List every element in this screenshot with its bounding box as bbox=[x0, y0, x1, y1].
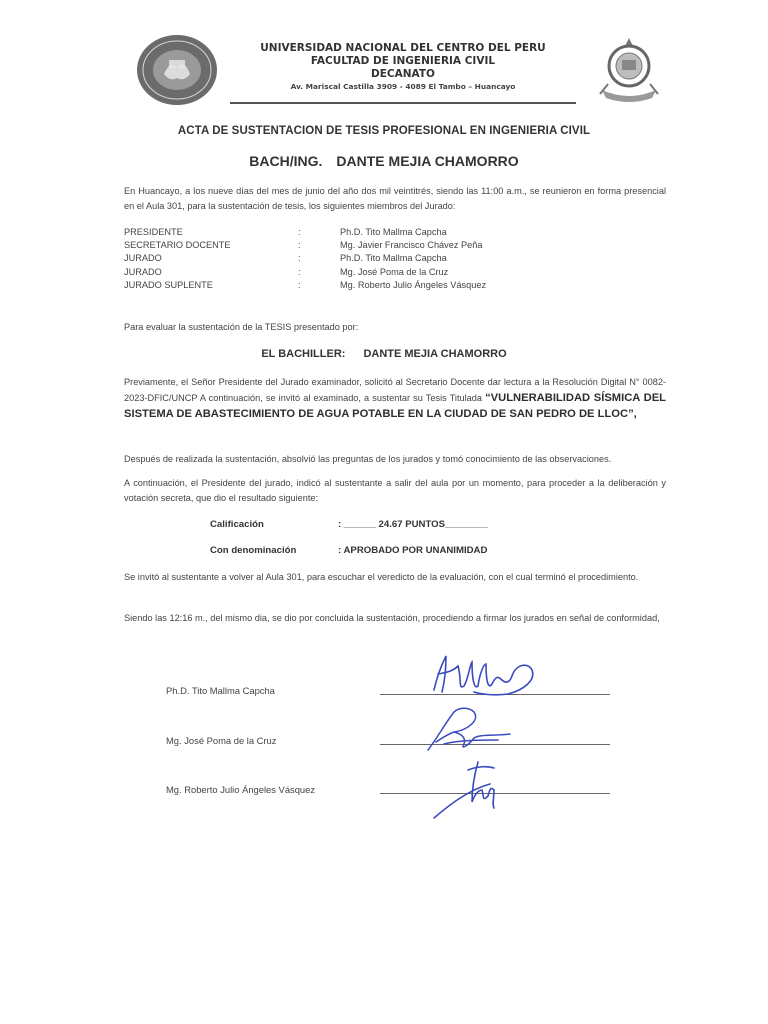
jury-role: JURADO SUPLENTE bbox=[124, 279, 213, 290]
grade-value: : ______ 24.67 PUNTOS________ bbox=[338, 519, 488, 530]
university-name: UNIVERSIDAD NACIONAL DEL CENTRO DEL PERU bbox=[260, 42, 546, 54]
after-paragraph: Después de realizada la sustentación, absolvió las preguntas de los jurados y tomó conocimiento de las observaciones. bbox=[124, 454, 612, 464]
jury-row bbox=[124, 266, 544, 279]
previously-text: Previamente, el Señor Presidente del Jurado examinador, solicitó al Secretario Docente dar lectura a la Resolución Digital N° 0082-2023-DFIC/UNCP A continuación, se invitó al examinado, a sustentar su Tesis Titulada bbox=[124, 377, 666, 403]
handwritten-signature bbox=[428, 756, 518, 822]
previously-paragraph bbox=[124, 374, 666, 422]
denomination-value: : APROBADO POR UNANIMIDAD bbox=[338, 545, 488, 556]
jury-member-name: Ph.D. Tito Mallma Capcha bbox=[340, 253, 447, 264]
signatory-name: Mg. Roberto Julio Ángeles Vásquez bbox=[166, 784, 316, 795]
handwritten-signature bbox=[428, 650, 540, 702]
jury-colon: : bbox=[298, 253, 301, 264]
jury-colon: : bbox=[298, 279, 301, 290]
intro-paragraph: En Huancayo, a los nueve días del mes de junio del año dos mil veintitrés, siendo las 11:00 a.m., se reunieron en forma presencial en el Aula 301, para la sustentación de tesis, los siguientes miembros del Jurado: bbox=[124, 186, 666, 211]
denomination-label: Con denominación bbox=[210, 545, 297, 556]
grade-label: Calificación bbox=[210, 519, 264, 530]
candidate-prefix: BACH/ING. bbox=[249, 153, 323, 169]
deliberation-paragraph: A continuación, el Presidente del jurado, indicó al sustentante a salir del aula por un momento, para proceder a la deliberación y votación secreta, que dio el resultado siguiente: bbox=[124, 478, 666, 503]
jury-member-name: Mg. José Poma de la Cruz bbox=[340, 266, 449, 277]
jury-row bbox=[124, 279, 544, 292]
thesis-title: “VULNERABILIDAD SÍSMICA DEL SISTEMA DE ABASTECIMIENTO DE AGUA POTABLE EN LA CIUDAD DE SAN PEDRO DE LLOC”, bbox=[124, 392, 666, 420]
signatory-name: Mg. José Poma de la Cruz bbox=[166, 735, 277, 746]
jury-role: SECRETARIO DOCENTE bbox=[124, 240, 231, 251]
verdict-paragraph: Se invitó al sustentante a volver al Aula 301, para escuchar el veredicto de la evaluación, con el cual terminó el procedimiento. bbox=[124, 572, 639, 582]
jury-row bbox=[124, 226, 544, 239]
jury-colon: : bbox=[298, 227, 301, 237]
candidate-name: DANTE MEJIA CHAMORRO bbox=[336, 153, 519, 169]
jury-row bbox=[124, 239, 544, 252]
evaluate-paragraph: Para evaluar la sustentación de la TESIS presentado por: bbox=[124, 322, 359, 332]
jury-member-name: Ph.D. Tito Mallma Capcha bbox=[340, 227, 447, 237]
jury-row bbox=[124, 252, 544, 265]
signatory-name: Ph.D. Tito Mallma Capcha bbox=[166, 685, 275, 696]
bachiller-label: EL BACHILLER: bbox=[261, 348, 346, 360]
header-divider bbox=[230, 102, 576, 104]
jury-colon: : bbox=[298, 240, 301, 251]
letterhead bbox=[230, 42, 576, 92]
jury-role: JURADO bbox=[124, 253, 162, 264]
handwritten-signature bbox=[424, 704, 520, 754]
document-title: ACTA DE SUSTENTACION DE TESIS PROFESIONAL EN INGENIERIA CIVIL bbox=[177, 125, 591, 137]
bachiller-heading bbox=[0, 348, 768, 360]
jury-role: PRESIDENTE bbox=[124, 227, 183, 237]
bachiller-name: DANTE MEJIA CHAMORRO bbox=[363, 348, 507, 360]
closing-paragraph: Siendo las 12:16 m., del mismo dia, se dio por concluida la sustentación, procediendo a firmar los jurados en señal de conformidad, bbox=[124, 613, 660, 623]
candidate-heading bbox=[0, 153, 768, 169]
faculty-name: FACULTAD DE INGENIERIA CIVIL bbox=[310, 55, 496, 67]
faculty-emblem-logo bbox=[596, 36, 662, 106]
jury-colon: : bbox=[298, 266, 301, 277]
jury-role: JURADO bbox=[124, 266, 162, 277]
address: Av. Mariscal Castilla 3909 - 4089 El Tambo – Huancayo bbox=[290, 82, 516, 91]
university-seal-logo bbox=[136, 34, 218, 106]
jury-member-name: Mg. Javier Francisco Chávez Peña bbox=[340, 240, 483, 251]
jury-list bbox=[124, 226, 544, 292]
office-name: DECANATO bbox=[371, 68, 435, 80]
jury-member-name: Mg. Roberto Julio Ángeles Vásquez bbox=[340, 279, 487, 290]
